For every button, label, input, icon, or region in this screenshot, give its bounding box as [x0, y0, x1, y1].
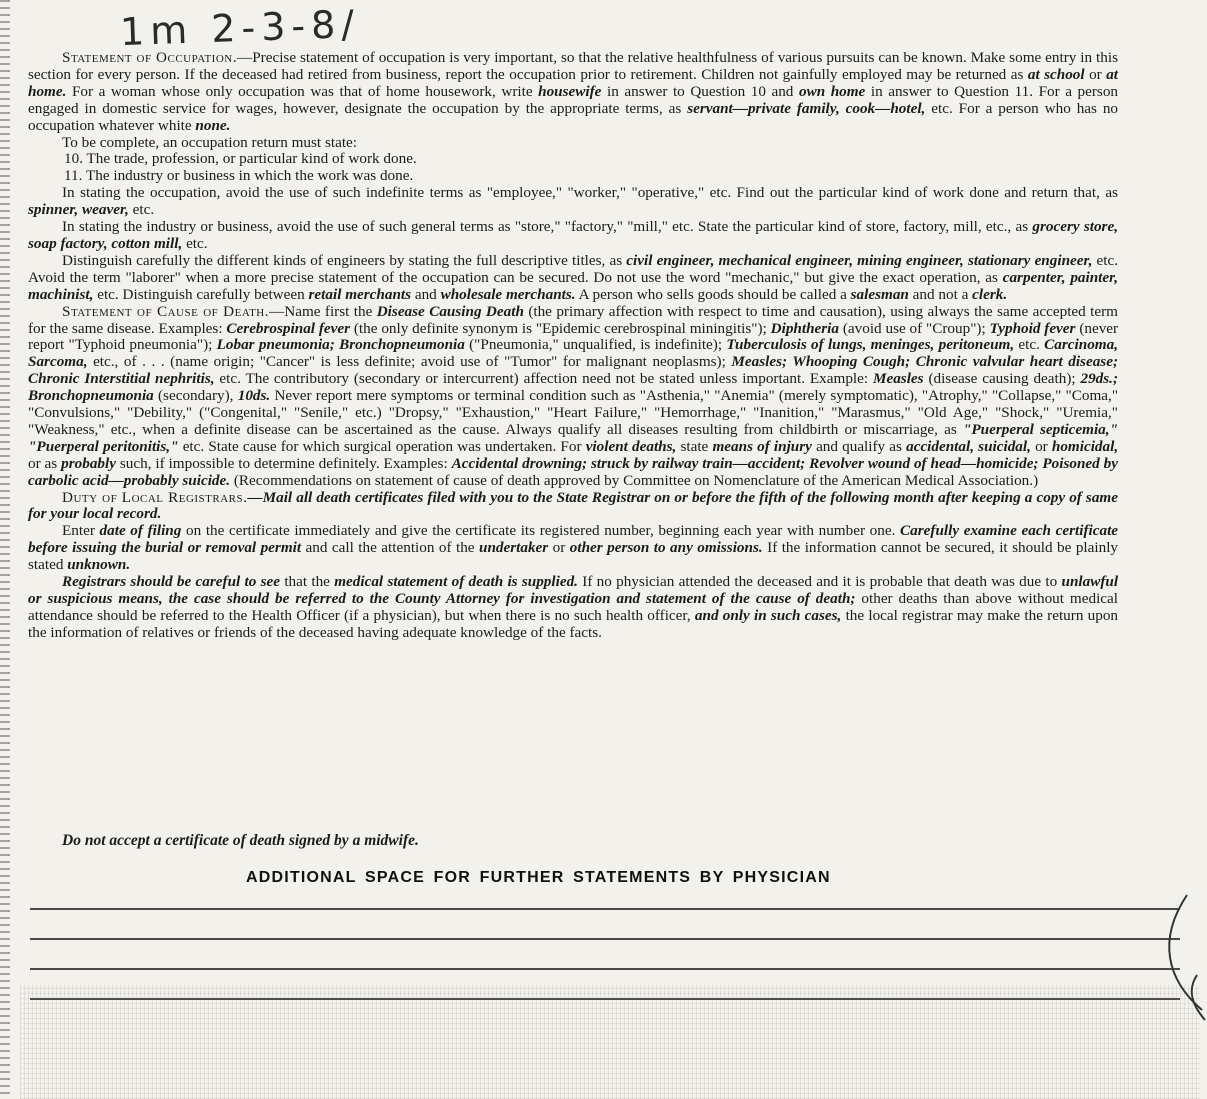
form-line	[30, 968, 1180, 970]
form-line	[30, 938, 1180, 940]
bleed-through-texture	[20, 985, 1200, 1099]
form-line	[30, 908, 1180, 910]
pen-stroke	[1169, 895, 1202, 1010]
registrars-heading: Duty of Local Registrars.	[62, 488, 248, 506]
filing-paragraph: Enter date of filing on the certificate immediately and give the certificate its registered number, beginning each year with number one. Carefully examine each certificate before issuing the burial or removal permit and call the attention of the undertaker or other person to any omissions. If the information cannot be secured, it should be plainly stated unknown.	[28, 522, 1119, 574]
pen-stroke	[1192, 975, 1205, 1020]
handwritten-note: 1m 2-3-8/	[119, 1, 361, 55]
instructions-text	[28, 50, 1118, 642]
occupation-paragraph: Statement of Occupation.—Precise statement of occupation is very important, so that the relative healthfulness of various pursuits can be known. Make some entry in this section for every person. If the deceased had retired from business, report the occupation prior to retirement. Children not gainfully employed may be returned as at school or at home. For a woman whose only occupation was that of home housework, write housewife in answer to Question 10 and own home in answer to Question 11. For a person engaged in domestic service for wages, however, designate the occupation by the appropriate terms, as servant—private family, cook—hotel, etc. For a person who has no occupation whatever white none.	[28, 49, 1119, 134]
complete-line: To be complete, an occupation return must state:	[62, 133, 357, 151]
item-11: 11. The industry or business in which the work was done.	[64, 167, 414, 185]
registrars-paragraph: Duty of Local Registrars.—Mail all death certificates filed with you to the State Registrar on or before the fifth of the following month after keeping a copy of same for your local record.	[28, 488, 1118, 523]
pen-stroke-mark	[1147, 890, 1207, 1030]
indefinite-terms-paragraph: In stating the occupation, avoid the use of such indefinite terms as "employee," "worker," "operative," etc. Find out the particular kind of work done and return that, as spinner, weaver, etc.	[28, 184, 1118, 219]
engineers-paragraph: Distinguish carefully the different kinds of engineers by stating the full descriptive titles, as civil engineer, mechanical engineer, mining engineer, stationary engineer, etc. Avoid the term "laborer" when a more precise statement of the occupation can be secured. Do not use the word "mechanic," but give the exact operation, as carpenter, painter, machinist, etc. Distinguish carefully between retail merchants and wholesale merchants. A person who sells goods should be called a salesman and not a clerk.	[28, 251, 1119, 303]
cause-heading: Statement of Cause of Death.	[62, 302, 270, 320]
perforated-margin	[0, 0, 10, 1099]
item-10: 10. The trade, profession, or particular kind of work done.	[64, 150, 417, 168]
medical-statement-paragraph: Registrars should be careful to see that the medical statement of death is supplied. If no physician attended the deceased and it is probable that death was due to unlawful or suspicious means, the case should be referred to the County Attorney for investigation and statement of the cause of death; other deaths than above without medical attendance should be referred to the Health Officer (if a physician), but when there is no such health officer, and only in such cases, the local registrar may make the return upon the information of relatives or friends of the deceased having adequate knowledge of the facts.	[28, 573, 1119, 641]
midwife-notice: Do not accept a certificate of death signed by a midwife.	[62, 832, 419, 849]
industry-paragraph: In stating the industry or business, avoid the use of such general terms as "store," "factory," "mill," etc. State the particular kind of store, factory, mill, etc., as grocery store, soap factory, cotton mill, etc.	[28, 218, 1118, 252]
additional-space-heading: ADDITIONAL SPACE FOR FURTHER STATEMENTS BY PHYSICIAN	[246, 869, 831, 886]
cause-of-death-paragraph: Statement of Cause of Death.—Name first the Disease Causing Death (the primary affection with respect to time and causation), using always the same accepted term for the same disease. Examples: Cerebrospinal fever (the only definite synonym is "Epidemic cerebrospinal miningitis"); Diphtheria (avoid use of "Croup"); Typhoid fever (never report "Typhoid pneumonia"); Lobar pneumonia; Bronchopneumonia ("Pneumonia," unqualified, is indefinite); Tuberculosis of lungs, meninges, peritoneum, etc. Carcinoma, Sarcoma, etc., of . . . (name origin; "Cancer" is less definite; avoid use of "Tumor" for malignant neoplasms); Measles; Whooping Cough; Chronic valvular heart disease; Chronic Interstitial nephritis, etc. The contributory (secondary or intercurrent) affection need not be stated unless important. Example: Measles (disease causing death); 29ds.; Bronchopneumonia (secondary), 10ds. Never report mere symptoms or terminal condition such as "Asthenia," "Anemia" (merely symptomatic), "Atrophy," "Collapse," "Coma," "Convulsions," "Debility," ("Congenital," "Senile," etc.) "Dropsy," "Exhaustion," "Heart Failure," "Hemorrhage," "Inanition," "Marasmus," "Old Age," "Shock," "Uremia," "Weakness," etc., when a definite disease can be ascertained as the cause. Always qualify all diseases resulting from childbirth or miscarriage, as "Puerperal septicemia," "Puerperal peritonitis," etc. State cause for which surgical operation was undertaken. For violent deaths, state means of injury and qualify as accidental, suicidal, or homicidal, or as probably such, if impossible to determine definitely. Examples: Accidental drowning; struck by railway train—accident; Revolver wound of head—homicide; Poisoned by carbolic acid—probably suicide. (Recommendations on statement of cause of death approved by Committee on Nomenclature of the American Medical Association.)	[28, 302, 1119, 489]
occupation-heading: Statement of Occupation.	[62, 49, 238, 66]
